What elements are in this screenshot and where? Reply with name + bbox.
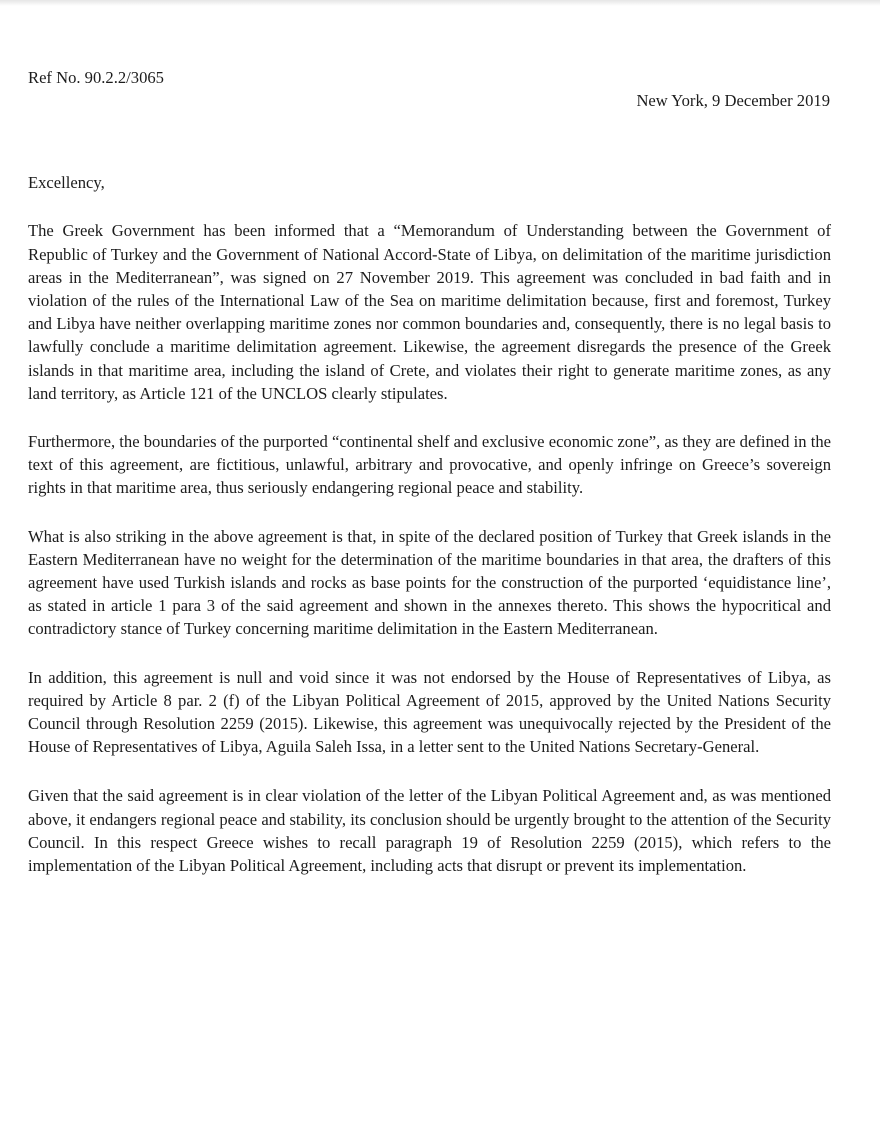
- paragraph-null-and-void: In addition, this agreement is null and void since it was not endorsed by the House of Representatives of Libya, as required by Article 8 par. 2 (f) of the Libyan Political Agreement of 2015, approved by the United Nations Security Council through Resolution 2259 (2015). Likewise, this agreement was unequivocally rejected by the President of the House of Representatives of Libya, Aguila Saleh Issa, in a letter sent to the United Nations Secretary-General.: [28, 667, 831, 757]
- paragraph-memorandum: The Greek Government has been informed that a “Memorandum of Understanding between the Government of Republic of Turkey and the Government of National Accord-State of Libya, on delimitation of the maritime jurisdiction areas in the Mediterranean”, was signed on 27 November 2019. This agreement was concluded in bad faith and in violation of the rules of the International Law of the Sea on maritime delimitation because, first and foremost, Turkey and Libya have neither overlapping maritime zones nor common boundaries and, consequently, there is no legal basis to lawfully conclude a maritime delimitation agreement. Likewise, the agreement disregards the presence of the Greek islands in that maritime area, including the island of Crete, and violates their right to generate maritime zones, as any land territory, as Article 121 of the UNCLOS clearly stipulates.: [28, 221, 831, 403]
- paragraph-security-council: Given that the said agreement is in clear violation of the letter of the Libyan Political Agreement and, as was mentioned above, it endangers regional peace and stability, its conclusion should be urgently brought to the attention of the Security Council. In this respect Greece wishes to recall paragraph 19 of Resolution 2259 (2015), which refers to the implementation of the Libyan Political Agreement, including acts that disrupt or prevent its implementation.: [28, 786, 831, 876]
- place-and-date: New York, 9 December 2019: [636, 91, 830, 110]
- page-top-edge: [0, 0, 880, 6]
- letter-page: [28, 66, 831, 877]
- salutation: Excellency,: [28, 173, 105, 193]
- reference-number: Ref No. 90.2.2/3065: [28, 68, 164, 87]
- paragraph-boundaries: Furthermore, the boundaries of the purported “continental shelf and exclusive economic zone”, as they are defined in the text of this agreement, are fictitious, unlawful, arbitrary and provocative, and openly infringe on Greece’s sovereign rights in that maritime area, thus seriously endangering regional peace and stability.: [28, 432, 831, 498]
- paragraph-equidistance: What is also striking in the above agreement is that, in spite of the declared position of Turkey that Greek islands in the Eastern Mediterranean have no weight for the determination of the maritime boundaries in that area, the drafters of this agreement have used Turkish islands and rocks as base points for the construction of the purported ‘equidistance line’, as stated in article 1 para 3 of the said agreement and shown in the annexes thereto. This shows the hypocritical and contradictory stance of Turkey concerning maritime delimitation in the Eastern Mediterranean.: [28, 526, 831, 639]
